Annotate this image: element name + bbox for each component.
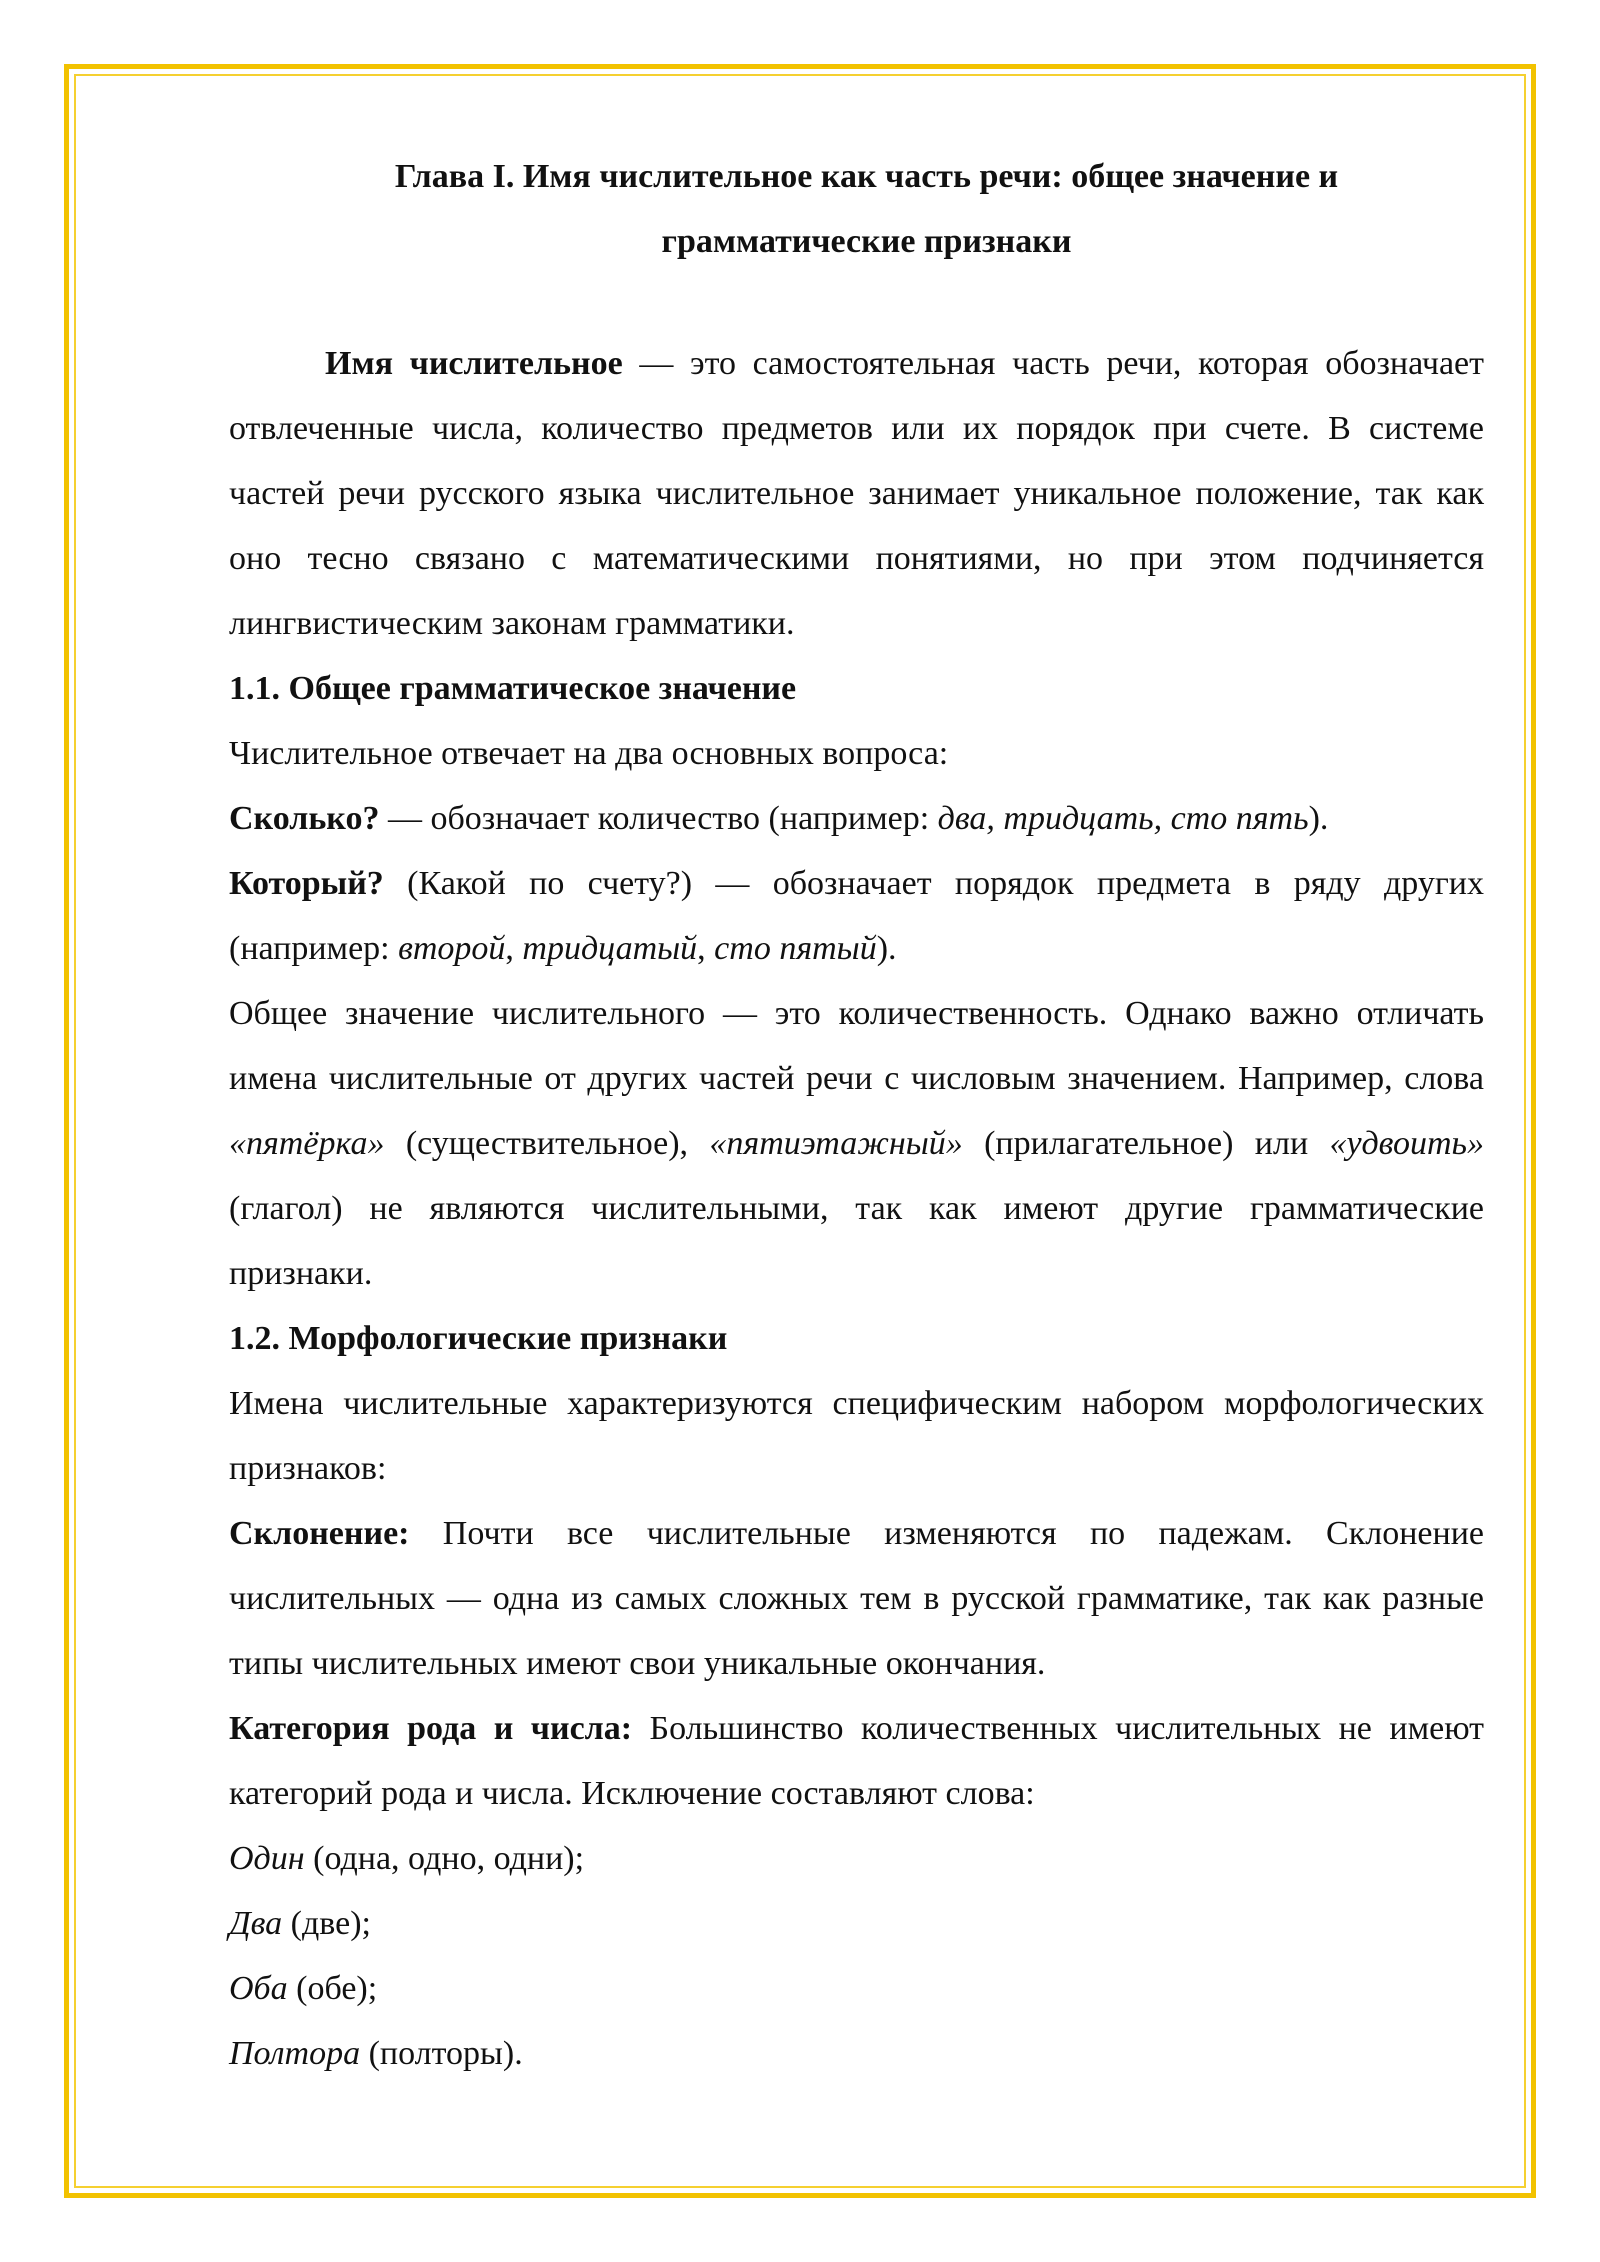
intro-paragraph [229, 331, 1484, 656]
exception-forms: (полторы). [360, 2035, 523, 2072]
chapter-title-line-2: грамматические признаки [661, 223, 1072, 260]
exception-word: Два [229, 1905, 283, 1942]
exception-forms: (обе); [287, 1970, 378, 2007]
gender-number-paragraph [229, 1696, 1484, 1826]
question-which-text: (Какой по счету?) — обозначает порядок предмета в ряду других (например: [229, 865, 1484, 967]
exception-item [229, 2021, 1484, 2086]
question-which [229, 851, 1484, 981]
exception-word: Оба [229, 1970, 288, 2007]
example-word-2: «пятиэтажный» [709, 1125, 963, 1162]
question-how-many-end: ). [1308, 800, 1329, 837]
question-how-many-text: — обозначает количество (например: [379, 800, 938, 837]
question-which-example-3: сто пятый [714, 930, 877, 967]
section-1-lead: Числительное отвечает на два основных вопроса: [229, 735, 949, 772]
exception-word: Один [229, 1840, 305, 1877]
exception-forms: (одна, одно, одни); [304, 1840, 585, 1877]
general-meaning-part-2: (существительное), [384, 1125, 710, 1162]
question-which-sep-1: , [505, 930, 523, 967]
question-how-many [229, 786, 1484, 851]
example-word-3: «удвоить» [1329, 1125, 1484, 1162]
document-body [229, 144, 1484, 2086]
intro-text: — это самостоятельная часть речи, которая обозначает отвлеченные числа, количество предметов или их порядок при счете. В системе частей речи русского языка числительное занимает уникальное положение, так как оно тесно связано с математическими понятиями, но при этом подчиняется лингвистическим законам грамматики. [229, 345, 1484, 642]
gender-number-text: Большинство количественных числительных не имеют категорий рода и числа. Исключение составляют слова: [229, 1710, 1485, 1812]
declension-label: Склонение: [229, 1515, 410, 1552]
question-how-many-examples: два, тридцать, сто пять [937, 800, 1309, 837]
example-word-1: «пятёрка» [229, 1125, 385, 1162]
section-1-heading: 1.1. Общее грамматическое значение [229, 670, 797, 707]
question-which-example-1: второй [398, 930, 506, 967]
exception-item [229, 1956, 1484, 2021]
chapter-title-line-1: Глава I. Имя числительное как часть речи: общее значение и [394, 158, 1339, 195]
section-2-heading: 1.2. Морфологические признаки [229, 1320, 728, 1357]
declension-paragraph [229, 1501, 1484, 1696]
chapter-title [229, 144, 1484, 274]
question-which-label: Который? [229, 865, 384, 902]
question-which-sep-2: , [697, 930, 715, 967]
intro-term: Имя числительное [325, 345, 623, 382]
general-meaning-part-4: (глагол) не являются числительными, так как имеют другие грамматические признаки. [229, 1190, 1484, 1292]
gender-number-label: Категория рода и числа: [229, 1710, 633, 1747]
exception-item [229, 1826, 1484, 1891]
declension-text: Почти все числительные изменяются по падежам. Склонение числительных — одна из самых сложных тем в русской грамматике, так как разные типы числительных имеют свои уникальные окончания. [229, 1515, 1484, 1682]
question-which-example-2: тридцатый [522, 930, 698, 967]
question-which-end: ). [876, 930, 897, 967]
exception-item [229, 1891, 1484, 1956]
general-meaning-paragraph [229, 981, 1484, 1306]
general-meaning-part-3: (прилагательное) или [962, 1125, 1330, 1162]
general-meaning-part-1: Общее значение числительного — это количественность. Однако важно отличать имена числительные от других частей речи с числовым значением. Например, слова [229, 995, 1484, 1097]
exception-forms: (две); [282, 1905, 372, 1942]
section-2-lead: Имена числительные характеризуются специфическим набором морфологических признаков: [229, 1385, 1484, 1487]
question-how-many-label: Сколько? [229, 800, 380, 837]
exception-word: Полтора [229, 2035, 361, 2072]
